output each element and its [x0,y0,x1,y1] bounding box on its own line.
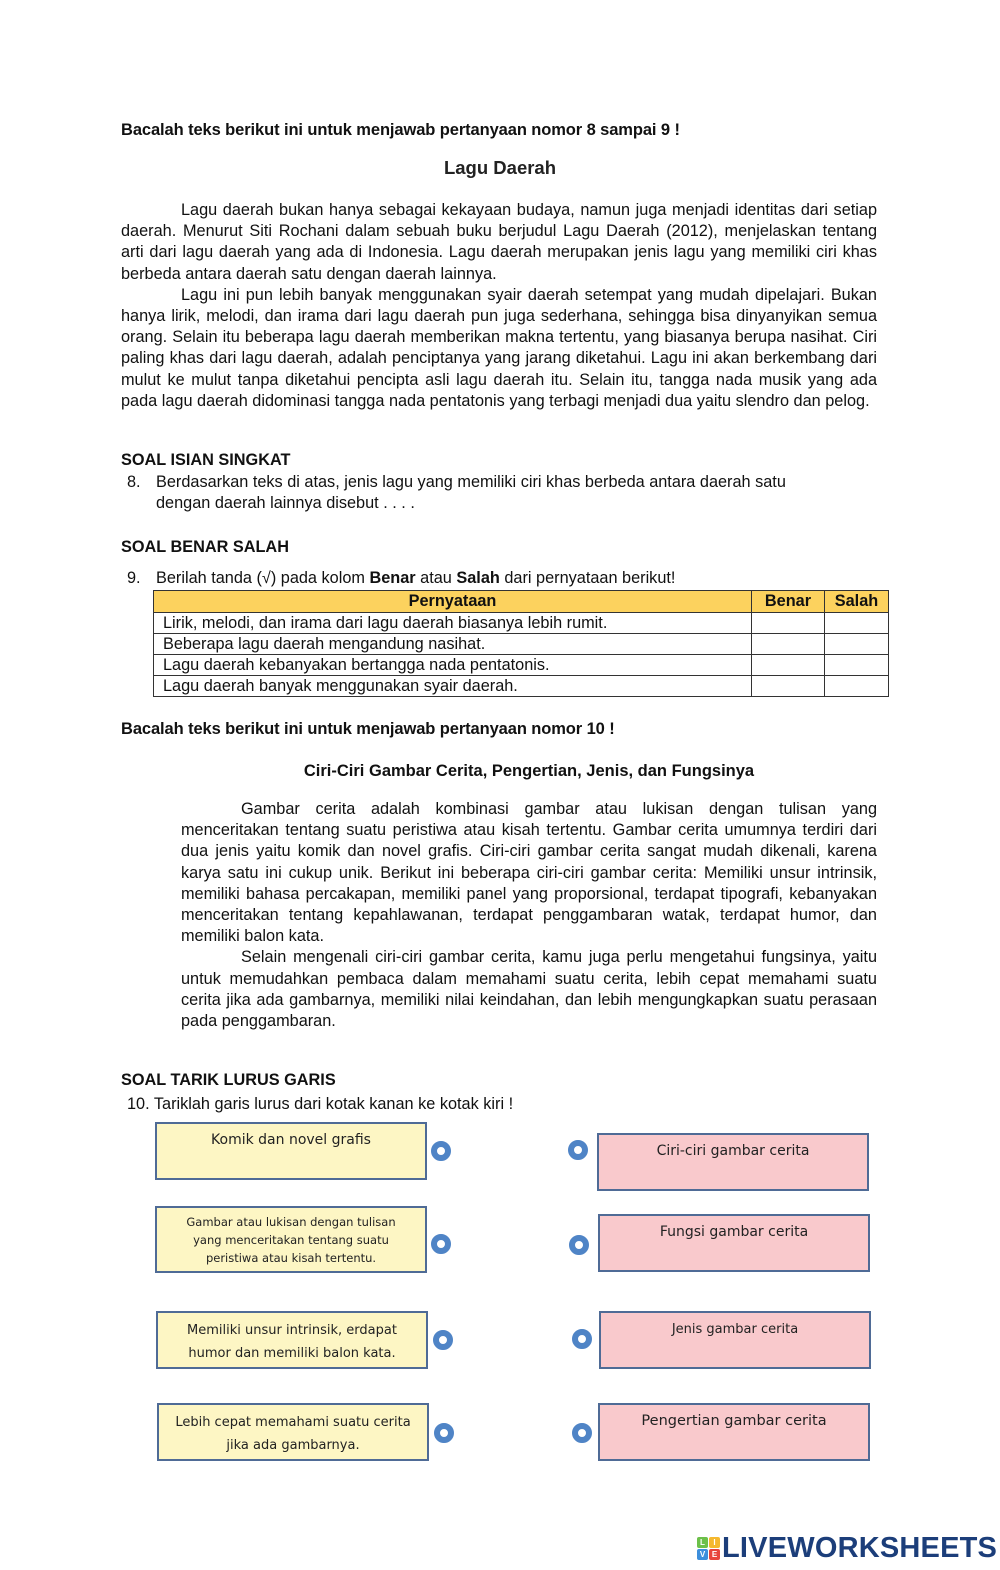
right-connector-dot-4[interactable] [572,1423,592,1443]
reading-text-gambar-cerita [181,799,877,1032]
title-gambar-cerita: Ciri-Ciri Gambar Cerita, Pengertian, Jenis, dan Fungsinya [303,762,755,780]
benar-checkbox[interactable] [752,613,825,634]
logo-letter: E [709,1549,720,1560]
right-connector-dot-3[interactable] [572,1329,592,1349]
instruction-q10: Bacalah teks berikut ini untuk menjawab pertanyaan nomor 10 ! [121,720,615,738]
prompt-text: Berilah tanda (√) pada kolom [156,569,370,587]
question-number: 8. [127,473,141,491]
question-8 [121,472,881,514]
table-header [154,591,889,613]
question-10 [127,1094,513,1115]
left-connector-dot-3[interactable] [433,1330,453,1350]
question-number: 9. [127,569,141,587]
logo-letter: V [697,1549,708,1560]
statement: Lagu daerah banyak menggunakan syair daerah. [154,676,752,697]
benar-checkbox[interactable] [752,676,825,697]
question-number: 10. [127,1095,150,1113]
logo-letter: L [697,1537,708,1548]
salah-checkbox[interactable] [825,634,889,655]
left-box-1: Komik dan novel grafis [155,1122,427,1180]
salah-checkbox[interactable] [825,613,889,634]
col-pernyataan: Pernyataan [154,591,752,613]
left-box-2: Gambar atau lukisan dengan tulisan yang menceritakan tentang suatu peristiwa atau kisah tertentu. [155,1206,427,1273]
col-benar: Benar [752,591,825,613]
prompt-salah: Salah [456,569,500,587]
prompt-text: atau [415,569,457,587]
heading-tarik-garis: SOAL TARIK LURUS GARIS [121,1071,336,1089]
paragraph: Selain mengenali ciri-ciri gambar cerita, kamu juga perlu mengetahui fungsinya, yaitu untuk memudahkan pembaca dalam memahami suatu cerita, lebih cepat memahami suatu cerita jika ada gambarnya, memiliki nilai keindahan, dan lebih mengungkapkan suatu perasaan pada penggambaran. [181,948,877,1031]
benar-checkbox[interactable] [752,655,825,676]
true-false-table [153,590,889,697]
reading-text-lagu-daerah [121,200,877,412]
paragraph: Gambar cerita adalah kombinasi gambar atau lukisan dengan tulisan yang menceritakan tentang suatu peristiwa atau kisah tertentu. Gambar cerita umumnya terdiri dari dua jenis yaitu komik dan novel grafis. Ciri-ciri gambar cerita sangat mudah dikenali, karena karya satu ini cukup unik. Berikut ini beberapa ciri-ciri gambar cerita: Memiliki unsur intrinsik, memiliki bahasa percakapan, memiliki panel yang proporsional, terdapat tipografi, kebanyakan menceritakan tentang kepahlawanan, terdapat penggambaran watak, terdapat humor, dan memiliki balon kata. [181,800,877,946]
instruction-q8-9: Bacalah teks berikut ini untuk menjawab pertanyaan nomor 8 sampai 9 ! [121,121,680,139]
left-box-4: Lebih cepat memahami suatu cerita jika ada gambarnya. [157,1403,429,1461]
table-row [154,655,889,676]
left-connector-dot-4[interactable] [434,1423,454,1443]
table-row [154,613,889,634]
left-connector-dot-2[interactable] [431,1234,451,1254]
right-connector-dot-1[interactable] [568,1140,588,1160]
liveworksheets-logo [697,1532,997,1565]
heading-benar-salah: SOAL BENAR SALAH [121,538,289,556]
question-text: Berdasarkan teks di atas, jenis lagu yang memiliki ciri khas berbeda antara daerah satu [156,473,786,491]
logo-icon [697,1537,720,1560]
prompt-text: dari pernyataan berikut! [499,569,676,587]
table-row [154,634,889,655]
logo-letter: I [709,1537,720,1548]
logo-text: LIVEWORKSHEETS [722,1532,998,1564]
prompt-benar: Benar [369,569,416,587]
col-salah: Salah [825,591,889,613]
statement: Lagu daerah kebanyakan bertangga nada pentatonis. [154,655,752,676]
benar-checkbox[interactable] [752,634,825,655]
right-box-1: Ciri-ciri gambar cerita [597,1133,869,1191]
question-text: Tariklah garis lurus dari kotak kanan ke kotak kiri ! [153,1095,514,1113]
question-text-cont: dengan daerah lainnya disebut . . . . [156,494,415,512]
table-row [154,676,889,697]
question-9 [121,568,675,589]
left-connector-dot-1[interactable] [431,1141,451,1161]
paragraph: Lagu daerah bukan hanya sebagai kekayaan budaya, namun juga menjadi identitas dari setiap daerah. Menurut Siti Rochani dalam sebuah buku berjudul Lagu Daerah (2012), menjelaskan tentang arti dari lagu daerah yang ada di Indonesia. Lagu daerah merupakan jenis lagu yang memiliki ciri khas berbeda antara daerah satu dengan daerah lainnya. [121,201,877,283]
right-box-3: Jenis gambar cerita [599,1311,871,1369]
salah-checkbox[interactable] [825,655,889,676]
statement: Lirik, melodi, dan irama dari lagu daerah biasanya lebih rumit. [154,613,752,634]
salah-checkbox[interactable] [825,676,889,697]
right-connector-dot-2[interactable] [569,1235,589,1255]
left-box-3: Memiliki unsur intrinsik, erdapat humor dan memiliki balon kata. [156,1311,428,1369]
statement: Beberapa lagu daerah mengandung nasihat. [154,634,752,655]
right-box-4: Pengertian gambar cerita [598,1403,870,1461]
paragraph: Lagu ini pun lebih banyak menggunakan syair daerah setempat yang mudah dipelajari. Bukan hanya lirik, melodi, dan irama dari lagu daerah pun juga sederhana, sehingga bisa dinyanyikan semua orang. Selain itu beberapa lagu daerah memberikan makna tertentu, yang biasanya berupa nasihat. Ciri paling khas dari lagu daerah, adalah penciptanya yang jarang diketahui. Lagu ini akan berkembang dari mulut ke mulut tanpa diketahui pencipta asli lagu daerah itu. Selain itu, tangga nada musik yang ada pada lagu daerah didominasi tangga nada pentatonis yang terbagi menjadi dua yaitu slendro dan pelog. [121,285,877,410]
heading-isian-singkat: SOAL ISIAN SINGKAT [121,451,291,469]
right-box-2: Fungsi gambar cerita [598,1214,870,1272]
title-lagu-daerah: Lagu Daerah [443,157,557,178]
